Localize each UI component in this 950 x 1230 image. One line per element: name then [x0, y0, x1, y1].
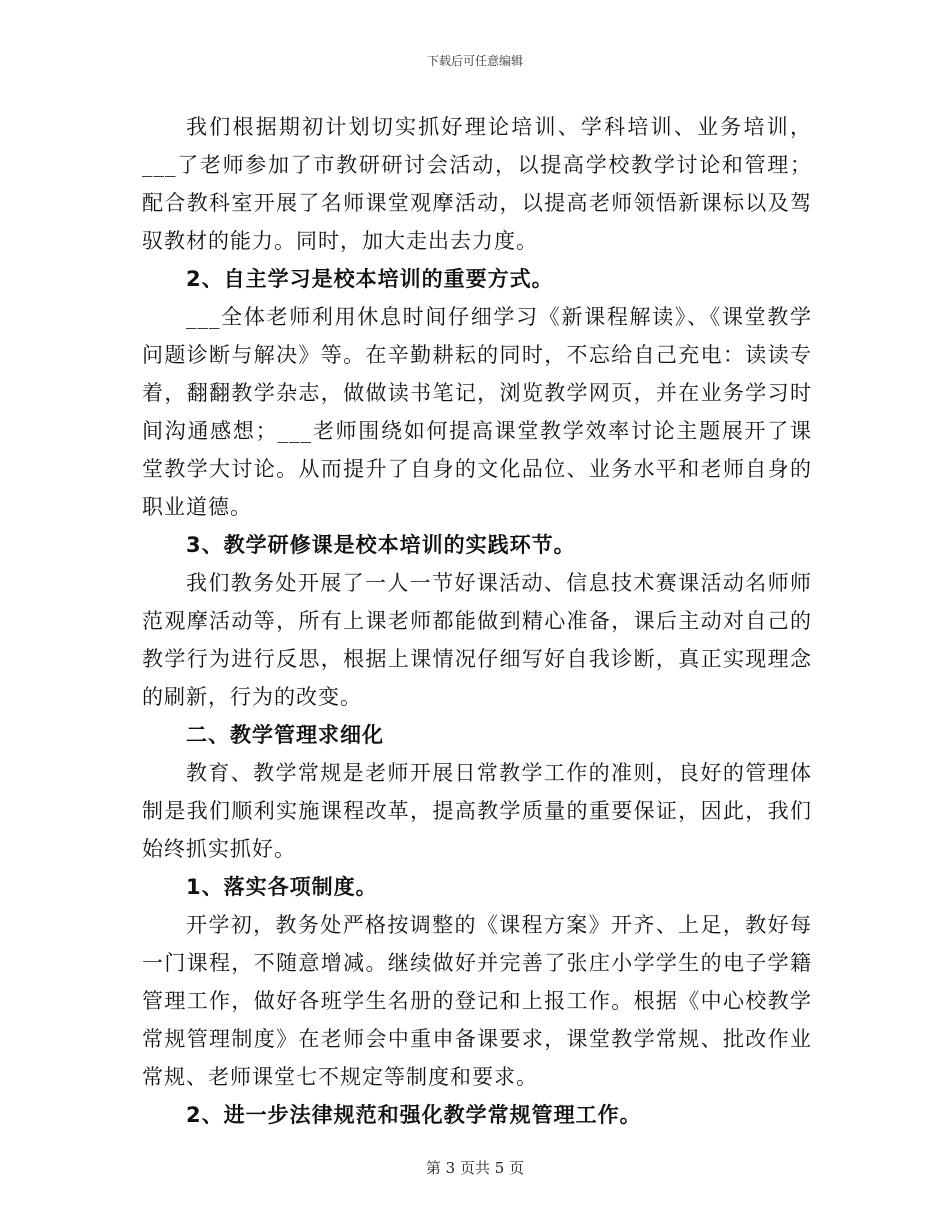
paragraph-implement-systems: 开学初，教务处严格按调整的《课程方案》开齐、上足，教好每一门课程，不随意增减。继续做好并完善了张庄小学学生的电子学籍管理工作，做好各班学生名册的登记和上报工作。根据《中心校教学常规管理制度》在老师会中重申备课要求，课堂教学常规、批改作业常规、老师课堂七不规定等制度和要求。 — [142, 913, 812, 1089]
paragraph-training: 我们根据期初计划切实抓好理论培训、学科培训、业务培训，___了老师参加了市教研研讨会活动，以提高学校教学讨论和管理；配合教科室开展了名师课堂观摩活动，以提高老师领悟新课标以及驾驭教材的能力。同时，加大走出去力度。 — [142, 115, 812, 253]
heading-research-lessons: 3、教学研修课是校本培训的实践环节。 — [186, 533, 576, 557]
paragraph-self-study: ___全体老师利用休息时间仔细学习《新课程解读》、《课堂教学问题诊断与解决》等。在辛勤耕耘的同时，不忘给自己充电：读读专着，翻翻教学杂志，做做读书笔记，浏览教学网页，并在业务学习时间沟通感想；___老师围绕如何提高课堂教学效率讨论主题展开了课堂教学大讨论。从而提升了自身的文化品位、业务水平和老师自身的职业道德。 — [142, 305, 812, 519]
heading-self-study: 2、自主学习是校本培训的重要方式。 — [186, 267, 554, 291]
paragraph-teaching-management: 教育、教学常规是老师开展日常教学工作的准则，良好的管理体制是我们顺利实施课程改革，提高教学质量的重要保证，因此，我们始终抓实抓好。 — [142, 761, 812, 861]
document-body — [142, 108, 812, 1134]
paragraph-research-lessons: 我们教务处开展了一人一节好课活动、信息技术赛课活动名师师范观摩活动等，所有上课老师都能做到精心准备，课后主动对自己的教学行为进行反思，根据上课情况仔细写好自我诊断，真正实现理念的刷新，行为的改变。 — [142, 571, 812, 709]
page-footer: 第 3 页共 5 页 — [425, 1159, 525, 1177]
page-header: 下载后可任意编辑 — [426, 54, 523, 68]
heading-standardize-management: 2、进一步法律规范和强化教学常规管理工作。 — [186, 1103, 642, 1127]
heading-implement-systems: 1、落实各项制度。 — [186, 875, 378, 899]
heading-teaching-management: 二、教学管理求细化 — [186, 723, 384, 747]
